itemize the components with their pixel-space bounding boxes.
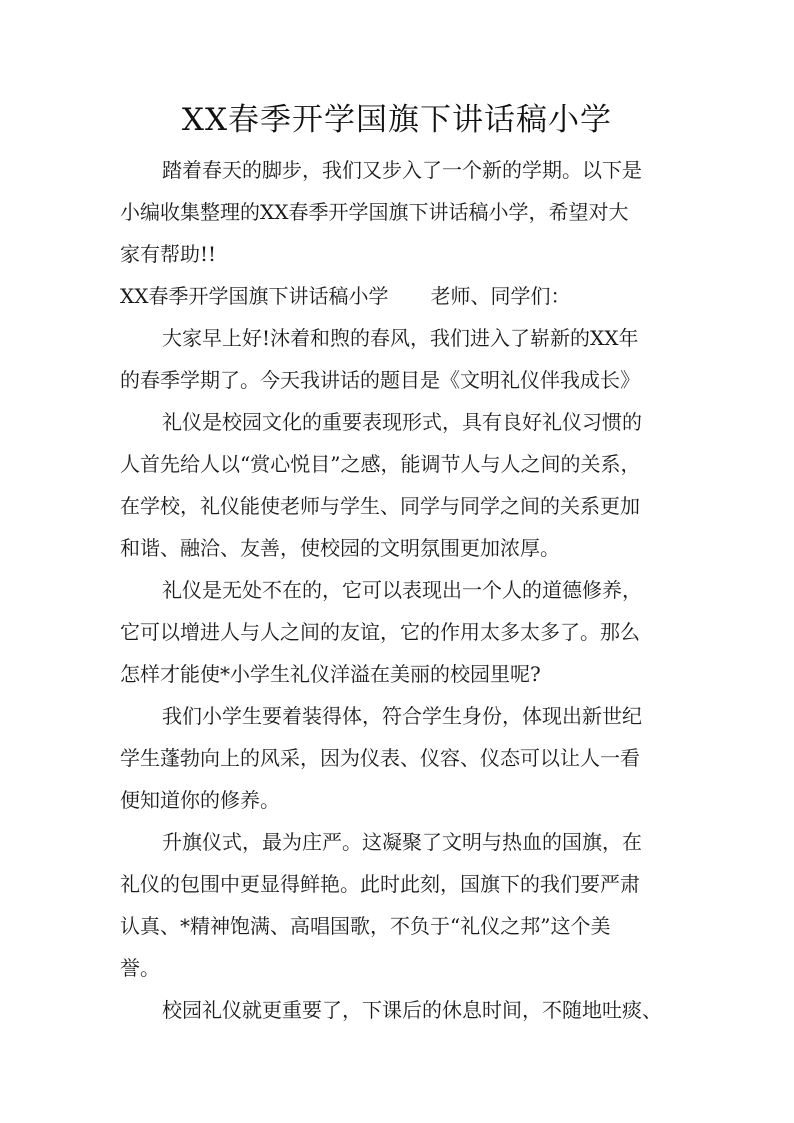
salutation-text: 老师、同学们： <box>430 284 571 308</box>
paragraph-line: 家有帮助!! <box>120 242 217 266</box>
paragraph-line: 它可以增进人与人之间的友谊，它的作用太多太多了。那么 <box>120 620 640 644</box>
paragraph-line: 校园礼仪就更重要了，下课后的休息时间，不随地吐痰、 <box>162 998 662 1022</box>
paragraph-line: 大家早上好!沐着和煦的春风，我们进入了崭新的XX年 <box>162 326 639 350</box>
subtitle-text: XX春季开学国旗下讲话稿小学 <box>120 284 389 308</box>
document-title: XX春季开学国旗下讲话稿小学 <box>181 102 613 138</box>
paragraph-line: 我们小学生要着装得体，符合学生身份，体现出新世纪 <box>162 704 642 728</box>
paragraph-line: 怎样才能使*小学生礼仪洋溢在美丽的校园里呢? <box>120 662 541 686</box>
paragraph-line: 和谐、融洽、友善，使校园的文明氛围更加浓厚。 <box>120 536 560 560</box>
paragraph-line: 礼仪是校园文化的重要表现形式，具有良好礼仪习惯的 <box>162 410 642 434</box>
paragraph-line: 誉。 <box>120 956 160 980</box>
document-body <box>120 149 680 1031</box>
paragraph-line: 礼仪是无处不在的，它可以表现出一个人的道德修养， <box>162 578 642 602</box>
greeting-line <box>120 275 680 317</box>
paragraph-line: 踏着春天的脚步，我们又步入了一个新的学期。以下是 <box>162 158 642 182</box>
paragraph-line: 人首先给人以“赏心悦目”之感，能调节人与人之间的关系， <box>120 452 641 476</box>
paragraph-line: 小编收集整理的XX春季开学国旗下讲话稿小学，希望对大 <box>120 200 629 224</box>
paragraph-line: 认真、*精神饱满、高唱国歌，不负于“礼仪之邦”这个美 <box>120 914 611 938</box>
paragraph-line: 的春季学期了。今天我讲话的题目是《文明礼仪伴我成长》 <box>120 368 640 392</box>
paragraph-line: 礼仪的包围中更显得鲜艳。此时此刻，国旗下的我们要严肃 <box>120 872 640 896</box>
paragraph-line: 便知道你的修养。 <box>120 788 280 812</box>
paragraph-line: 在学校，礼仪能使老师与学生、同学与同学之间的关系更加 <box>120 494 640 518</box>
paragraph-line: 升旗仪式，最为庄严。这凝聚了文明与热血的国旗，在 <box>162 830 642 854</box>
paragraph-line: 学生蓬勃向上的风采，因为仪表、仪容、仪态可以让人一看 <box>120 746 640 770</box>
